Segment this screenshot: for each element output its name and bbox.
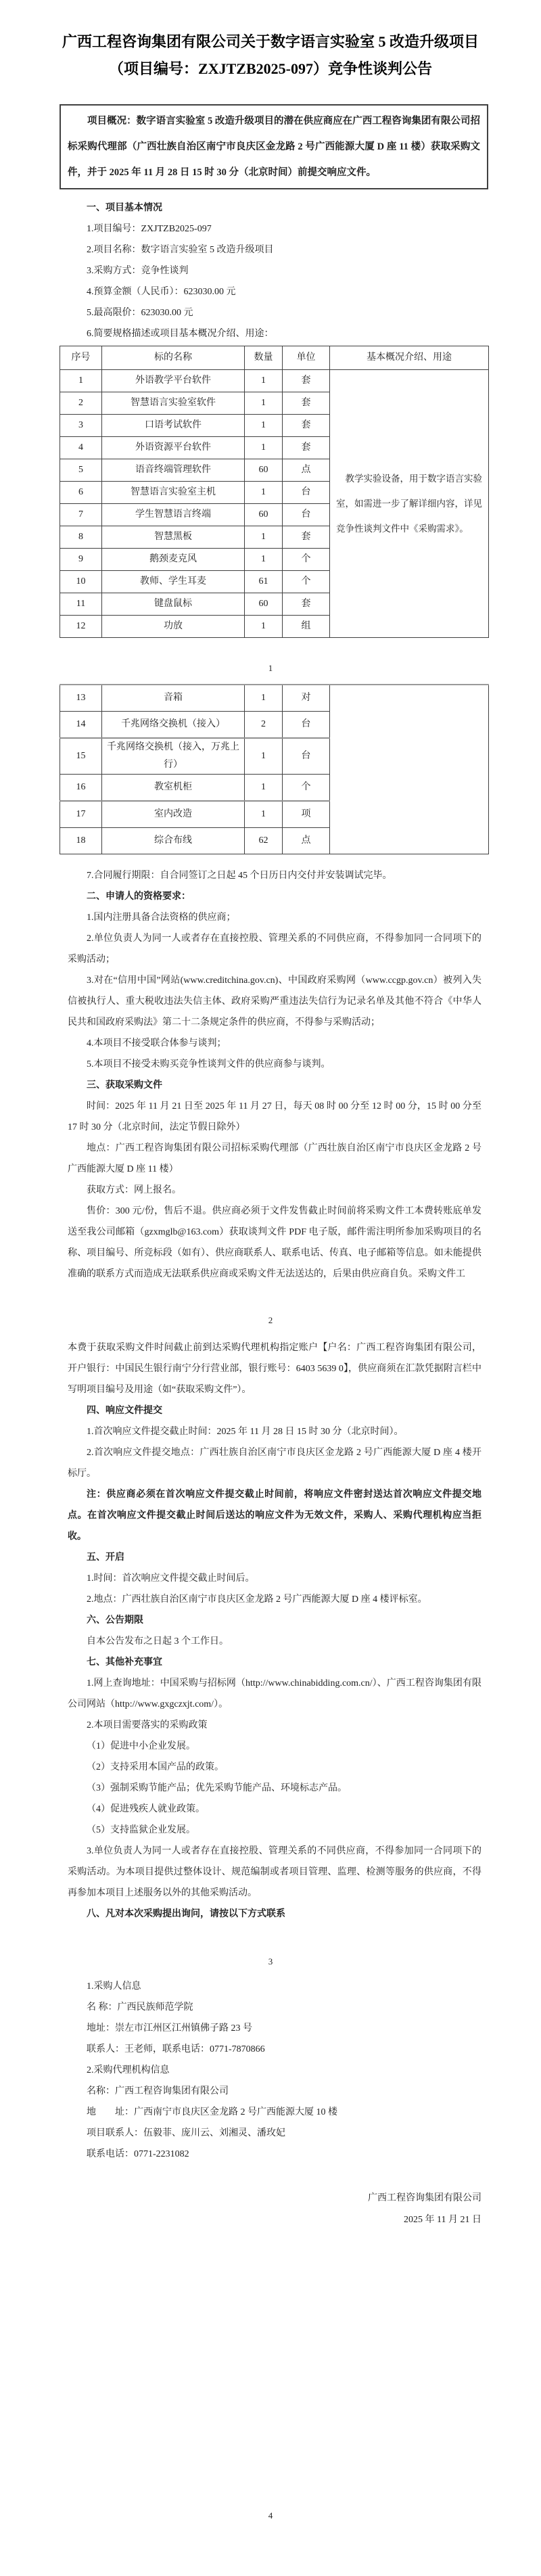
page-number-3: 3	[268, 1956, 273, 1967]
item-qty: 1	[245, 549, 283, 571]
item-unit: 个	[283, 775, 330, 802]
paragraph: 4.预算金额（人民币）：623030.00 元	[87, 287, 236, 297]
item-qty: 60	[245, 504, 283, 526]
paragraph: 2.项目名称：数字语言实验室 5 改造升级项目	[87, 245, 274, 255]
item-unit: 套	[283, 526, 330, 549]
item-unit: 套	[283, 415, 330, 437]
item-name: 教室机柜	[102, 775, 245, 802]
row-seq: 17	[60, 801, 102, 828]
signature-date: 2025 年 11 月 21 日	[404, 2215, 481, 2225]
item-unit: 套	[283, 392, 330, 415]
item-unit: 套	[283, 593, 330, 616]
paragraph: 联系人：王老师，联系电话：0771-7870866	[87, 2044, 265, 2054]
paragraph: 2.地点：广西壮族自治区南宁市良庆区金龙路 2 号广西能源大厦 D 座 4 楼评标室。	[87, 1594, 427, 1605]
table-row	[60, 370, 489, 392]
body-paragraphs-page1	[68, 865, 481, 1285]
basic-info-items	[68, 218, 481, 344]
table-row	[60, 685, 489, 712]
section-heading-basic-info: 一、项目基本情况	[87, 203, 162, 213]
row-seq: 16	[60, 775, 102, 802]
item-unit: 台	[283, 738, 330, 775]
paragraph: 注：供应商必须在首次响应文件提交截止时间前，将响应文件密封送达首次响应文件提交地点。在首次响应文件提交截止时间后送达的响应文件为无效文件，采购人、采购代理机构应当拒收。	[68, 1490, 481, 1542]
paragraph: （4）促进残疾人就业政策。	[87, 1804, 205, 1814]
item-unit: 台	[283, 504, 330, 526]
title-line-2: （项目编号：ZXJTZB2025-097）竞争性谈判公告	[109, 60, 432, 77]
row-seq: 1	[60, 370, 102, 392]
bottom-margin	[0, 2522, 541, 2576]
paragraph: 本费于获取采购文件时间截止前到达采购代理机构指定账户【户名：广西工程咨询集团有限公司，开户银行：中国民生银行南宁分行营业部，银行账号：6403 5639 0】，供应商须在汇款凭据附言栏中写明项目编号及用途（如“获取采购文件”）。	[68, 1343, 481, 1395]
item-qty: 1	[245, 437, 283, 459]
paragraph: 四、响应文件提交	[87, 1406, 162, 1416]
item-name: 键盘鼠标	[102, 593, 245, 616]
column-header: 标的名称	[102, 346, 245, 370]
row-seq: 15	[60, 738, 102, 775]
paragraph: 6.简要规格描述或项目基本概况介绍、用途：	[87, 329, 274, 339]
item-name: 千兆网络交换机（接入，万兆上行）	[102, 738, 245, 775]
paragraph: 自本公告发布之日起 3 个工作日。	[87, 1636, 229, 1647]
body-paragraphs-page2	[68, 1337, 481, 1925]
paragraph: 名称：广西工程咨询集团有限公司	[87, 2086, 229, 2096]
item-name: 口语考试软件	[102, 415, 245, 437]
page-title	[0, 0, 541, 83]
item-unit: 项	[283, 801, 330, 828]
section-basic-info	[68, 198, 481, 344]
item-unit: 组	[283, 616, 330, 638]
item-unit: 套	[283, 370, 330, 392]
paragraph: 名 称：广西民族师范学院	[87, 2002, 193, 2013]
paragraph: 3.对在“信用中国”网站(www.creditchina.gov.cn)、中国政府采购网（www.ccgp.gov.cn）被列入失信被执行人、重大税收违法失信主体、政府采购严重违法失信行为记录名单及其他不符合《中华人民共和国政府采购法》第二十二条规定条件的供应商，不得参与采购活动；	[68, 975, 481, 1028]
paragraph: 3.单位负责人为同一人或者存在直接控股、管理关系的不同供应商，不得参加同一合同项下的采购活动。为本项目提供过整体设计、规范编制或者项目管理、监理、检测等服务的供应商，不得再参加本项目上述服务以外的其他采购活动。	[68, 1846, 481, 1898]
item-unit: 个	[283, 571, 330, 593]
paragraph: 2.首次响应文件提交地点：广西壮族自治区南宁市良庆区金龙路 2 号广西能源大厦 D 座 4 楼开标厅。	[68, 1448, 481, 1479]
item-qty: 1	[245, 738, 283, 775]
contact-info-paragraphs	[68, 1976, 481, 2165]
item-name: 功放	[102, 616, 245, 638]
title-line-1: 广西工程咨询集团有限公司关于数字语言实验室 5 改造升级项目	[62, 33, 479, 50]
item-name: 语音终端管理软件	[102, 459, 245, 482]
item-unit: 台	[283, 712, 330, 739]
paragraph: 1.项目编号：ZXJTZB2025-097	[87, 224, 212, 234]
row-seq: 5	[60, 459, 102, 482]
paragraph: 2.采购代理机构信息	[87, 2065, 170, 2075]
paragraph: （1）促进中小企业发展。	[87, 1741, 195, 1751]
row-seq: 2	[60, 392, 102, 415]
paragraph: 八、凡对本次采购提出询问，请按以下方式联系	[87, 1909, 285, 1919]
merged-note-cell	[330, 370, 489, 638]
paragraph: 1.时间：首次响应文件提交截止时间后。	[87, 1573, 255, 1584]
row-seq: 3	[60, 415, 102, 437]
paragraph: 时间：2025 年 11 月 21 日至 2025 年 11 月 27 日，每天 08 时 00 分至 12 时 00 分，15 时 00 分至 17 时 30 分（北京时间，法定节假日除外）	[68, 1101, 481, 1132]
item-name: 千兆网络交换机（接入）	[102, 712, 245, 739]
paragraph: 4.本项目不接受联合体参与谈判；	[87, 1038, 227, 1049]
paragraph: 售价：300 元/份，售后不退。供应商必须于文件发售截止时间前将采购文件工本费转账底单发送至我公司邮箱（gzxmglb@163.com）获取谈判文件 PDF 电子版，邮件需注明所参加采购项目的名称、项目编号、所竞标段（如有）、供应商联系人、联系电话、传真、电子邮箱等信息。如未能提供准确的联系方式而造成无法联系供应商或采购文件无法送达的，后果由供应商自负。采购文件工	[68, 1206, 481, 1279]
page4-blank-area	[0, 2231, 541, 2510]
row-seq: 14	[60, 712, 102, 739]
paragraph: （3）强制采购节能产品；优先采购节能产品、环境标志产品。	[87, 1783, 347, 1793]
merged-empty-cell	[330, 685, 489, 854]
paragraph: 七、其他补充事宜	[87, 1657, 162, 1668]
row-seq: 7	[60, 504, 102, 526]
item-qty: 1	[245, 616, 283, 638]
item-qty: 62	[245, 828, 283, 854]
item-unit: 个	[283, 549, 330, 571]
item-qty: 1	[245, 526, 283, 549]
signature-company: 广西工程咨询集团有限公司	[368, 2193, 481, 2203]
item-qty: 2	[245, 712, 283, 739]
row-seq: 18	[60, 828, 102, 854]
paragraph: 获取方式：网上报名。	[87, 1185, 181, 1195]
paragraph: 地址：崇左市江州区江州镇佛子路 23 号	[87, 2023, 252, 2033]
row-seq: 4	[60, 437, 102, 459]
item-qty: 1	[245, 392, 283, 415]
paragraph: 1.国内注册具备合法资格的供应商；	[87, 913, 236, 923]
item-unit: 台	[283, 482, 330, 504]
row-seq: 12	[60, 616, 102, 638]
paragraph: 三、获取采购文件	[87, 1080, 162, 1090]
item-name: 鹅颈麦克风	[102, 549, 245, 571]
merged-note-text: 教学实验设备，用于数字语言实验室，如需进一步了解详细内容，详见竞争性谈判文件中《采购需求》。	[336, 474, 482, 534]
paragraph: （2）支持采用本国产品的政策。	[87, 1762, 224, 1772]
item-name: 学生智慧语言终端	[102, 504, 245, 526]
paragraph: 1.首次响应文件提交截止时间：2025 年 11 月 28 日 15 时 30 分（北京时间）。	[87, 1427, 404, 1437]
item-qty: 1	[245, 801, 283, 828]
goods-table-part2-wrap	[60, 684, 488, 854]
paragraph: （5）支持监狱企业发展。	[87, 1825, 195, 1835]
row-seq: 11	[60, 593, 102, 616]
row-seq: 8	[60, 526, 102, 549]
item-name: 室内改造	[102, 801, 245, 828]
paragraph: 3.采购方式：竞争性谈判	[87, 266, 189, 276]
item-name: 智慧黑板	[102, 526, 245, 549]
item-name: 智慧语言实验室软件	[102, 392, 245, 415]
paragraph: 1.采购人信息	[87, 1981, 141, 1992]
item-qty: 1	[245, 482, 283, 504]
item-name: 教师、学生耳麦	[102, 571, 245, 593]
paragraph: 7.合同履行期限：自合同签订之日起 45 个日历日内交付并安装调试完毕。	[87, 871, 392, 881]
paragraph: 联系电话：0771-2231082	[87, 2149, 189, 2159]
page-number-2: 2	[268, 1315, 273, 1325]
paragraph: 五、开启	[87, 1552, 124, 1563]
column-header: 单位	[283, 346, 330, 370]
goods-table-part1	[60, 346, 489, 638]
goods-table-part1-wrap	[60, 346, 488, 638]
paragraph: 2.单位负责人为同一人或者存在直接控股、管理关系的不同供应商，不得参加同一合同项下的采购活动；	[68, 934, 481, 965]
item-name: 智慧语言实验室主机	[102, 482, 245, 504]
item-name: 音箱	[102, 685, 245, 712]
item-unit: 点	[283, 459, 330, 482]
item-qty: 1	[245, 775, 283, 802]
item-qty: 1	[245, 415, 283, 437]
item-unit: 对	[283, 685, 330, 712]
row-seq: 9	[60, 549, 102, 571]
column-header: 基本概况介绍、用途	[330, 346, 489, 370]
paragraph: 六、公告期限	[87, 1615, 143, 1626]
signature-block	[0, 2188, 481, 2231]
item-qty: 1	[245, 370, 283, 392]
item-qty: 60	[245, 459, 283, 482]
item-qty: 60	[245, 593, 283, 616]
paragraph: 5.本项目不接受未购买竞争性谈判文件的供应商参与谈判。	[87, 1059, 331, 1070]
project-overview-text: 项目概况：数字语言实验室 5 改造升级项目的潜在供应商应在广西工程咨询集团有限公司招标采购代理部（广西壮族自治区南宁市良庆区金龙路 2 号广西能源大厦 D 座 11 楼）获取采购文件，并于 2025 年 11 月 28 日 15 时 30 分（北京时间）前提交响应文件。	[68, 116, 480, 178]
paragraph: 二、申请人的资格要求：	[87, 892, 191, 902]
paragraph: 2.本项目需要落实的采购政策	[87, 1720, 208, 1730]
paragraph: 项目联系人：伍毅菲、庞川云、刘湘灵、潘玫妃	[87, 2128, 285, 2138]
page-number-4: 4	[268, 2510, 273, 2521]
project-overview-box	[60, 104, 488, 189]
column-header: 序号	[60, 346, 102, 370]
row-seq: 13	[60, 685, 102, 712]
paragraph: 地 址：广西南宁市良庆区金龙路 2 号广西能源大厦 10 楼	[87, 2107, 337, 2117]
page-number-1: 1	[268, 663, 273, 673]
goods-table-part2	[60, 684, 489, 854]
item-name: 外语教学平台软件	[102, 370, 245, 392]
paragraph: 5.最高限价：623030.00 元	[87, 308, 193, 318]
item-qty: 61	[245, 571, 283, 593]
row-seq: 6	[60, 482, 102, 504]
item-unit: 点	[283, 828, 330, 854]
row-seq: 10	[60, 571, 102, 593]
item-name: 综合布线	[102, 828, 245, 854]
paragraph: 地点：广西工程咨询集团有限公司招标采购代理部（广西壮族自治区南宁市良庆区金龙路 2 号广西能源大厦 D 座 11 楼）	[68, 1143, 481, 1174]
item-qty: 1	[245, 685, 283, 712]
table-header-row	[60, 346, 489, 370]
column-header: 数量	[245, 346, 283, 370]
paragraph: 1.网上查询地址：中国采购与招标网（http://www.chinabidding.com.cn/）、广西工程咨询集团有限公司网站（http://www.gxgczxjt.com/）。	[68, 1678, 481, 1709]
item-name: 外语资源平台软件	[102, 437, 245, 459]
item-unit: 套	[283, 437, 330, 459]
